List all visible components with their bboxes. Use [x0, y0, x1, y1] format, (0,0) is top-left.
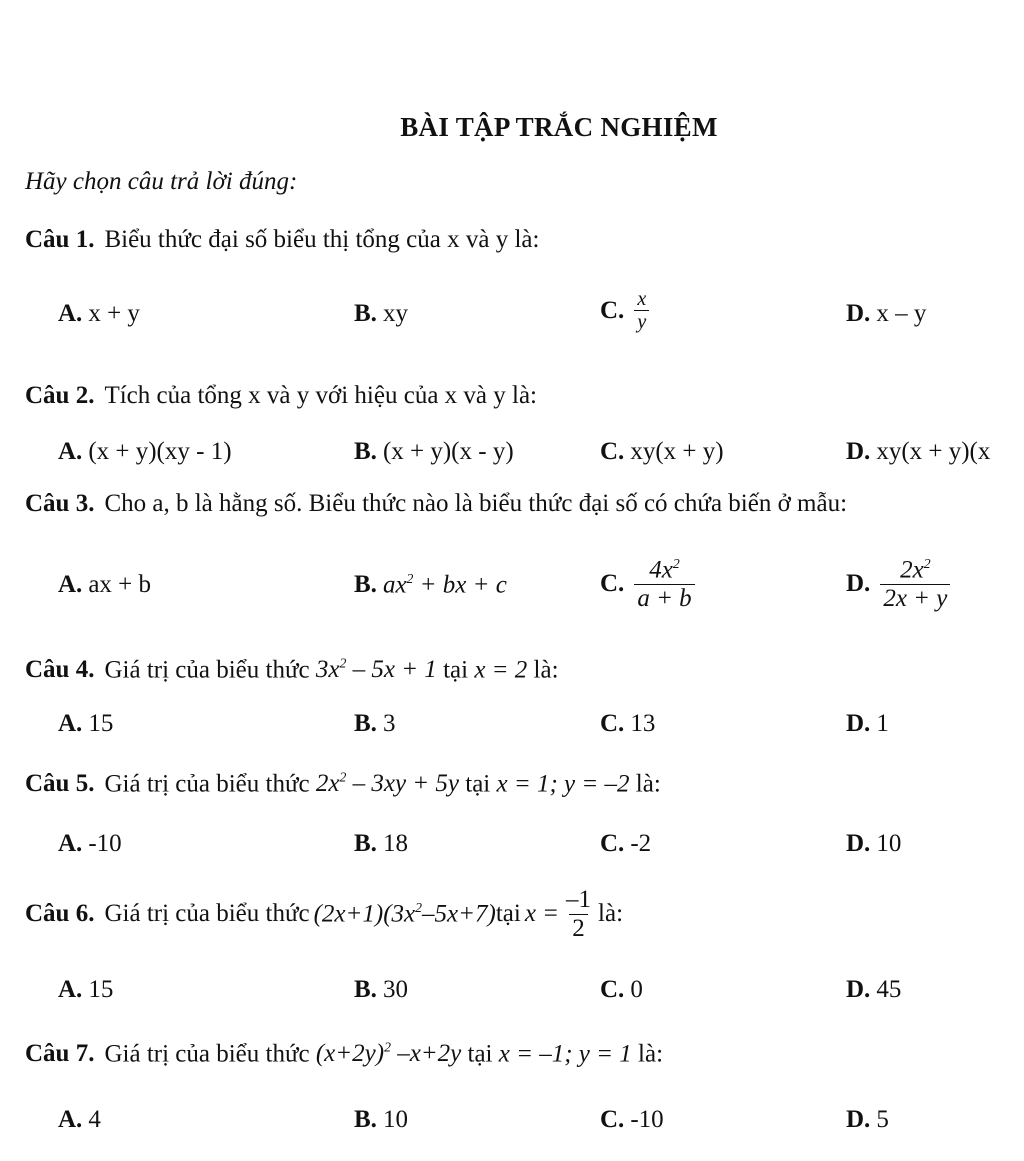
option-6b: B. 30 [354, 976, 408, 1003]
question-3: Câu 3. Cho a, b là hằng số. Biểu thức nào là biểu thức đại số có chứa biến ở mẫu: [25, 490, 848, 517]
option-6d: D. 45 [846, 976, 902, 1003]
question-7: Câu 7. Giá trị của biểu thức $(x+2y)^2$ –x+2y tại x = –1; y = 1 là: [25, 1040, 664, 1068]
option-2c: C. xy(x + y) [600, 438, 724, 465]
question-text: Biểu thức đại số biểu thị tổng của x và y là: [104, 226, 540, 253]
question-1 [25, 226, 539, 254]
fraction: $\frac{4x^2}{a + b}$ [634, 556, 694, 612]
option-2b: B. (x + y)(x - y) [354, 438, 514, 465]
option-4a: A. 15 [58, 710, 114, 737]
option-6a: A. 15 [58, 976, 114, 1003]
option-1a: A. x + y [58, 300, 140, 327]
option-1d: D. x – y [846, 300, 927, 327]
option-2d: D. xy(x + y)(x [846, 438, 991, 465]
option-4d: D. 1 [846, 710, 889, 737]
option-3b: B. $ax^2$ + bx + c [354, 571, 507, 599]
option-5b: B. 18 [354, 830, 408, 857]
option-5d: D. 10 [846, 830, 902, 857]
question-number: Câu 1. [25, 226, 95, 253]
option-1b: B. xy [354, 300, 408, 327]
page-title: BÀI TẬP TRẮC NGHIỆM [400, 112, 718, 142]
instruction: Hãy chọn câu trả lời đúng: [25, 168, 298, 195]
option-3a: A. ax + b [58, 571, 152, 598]
option-7d: D. 5 [846, 1106, 889, 1133]
question-6: Câu 6. Giá trị của biểu thức $(2x+1)(3x^2-5x+7)$ tại x = $\frac{-1}{2}$ là: [25, 886, 624, 942]
fraction: $\frac{2x^2}{2x + y}$ [880, 556, 950, 612]
question-4: Câu 4. Giá trị của biểu thức $3x^2 - 5x + 1$ tại x = 2 là: [25, 656, 559, 684]
option-7c: C. -10 [600, 1106, 664, 1133]
fraction: $\frac{-1}{2}$ [566, 886, 592, 942]
question-5: Câu 5. Giá trị của biểu thức $2x^2 - 3xy + 5y$ tại x = 1; y = –2 là: [25, 770, 661, 798]
fraction: $\frac{x}{y}$ [634, 288, 649, 333]
option-4c: C. 13 [600, 710, 656, 737]
option-5c: C. -2 [600, 830, 652, 857]
option-6c: C. 0 [600, 976, 643, 1003]
option-3d: D. $\frac{2x^2}{2x + y}$ [846, 556, 954, 612]
option-1c: C. $\frac{x}{y}$ [600, 288, 653, 333]
option-7a: A. 4 [58, 1106, 101, 1133]
option-4b: B. 3 [354, 710, 396, 737]
option-3c: C. $\frac{4x^2}{a + b}$ [600, 556, 699, 612]
option-2a: A. (x + y)(xy - 1) [58, 438, 232, 465]
option-5a: A. -10 [58, 830, 122, 857]
question-2: Câu 2. Tích của tổng x và y với hiệu của x và y là: [25, 382, 538, 409]
option-7b: B. 10 [354, 1106, 408, 1133]
